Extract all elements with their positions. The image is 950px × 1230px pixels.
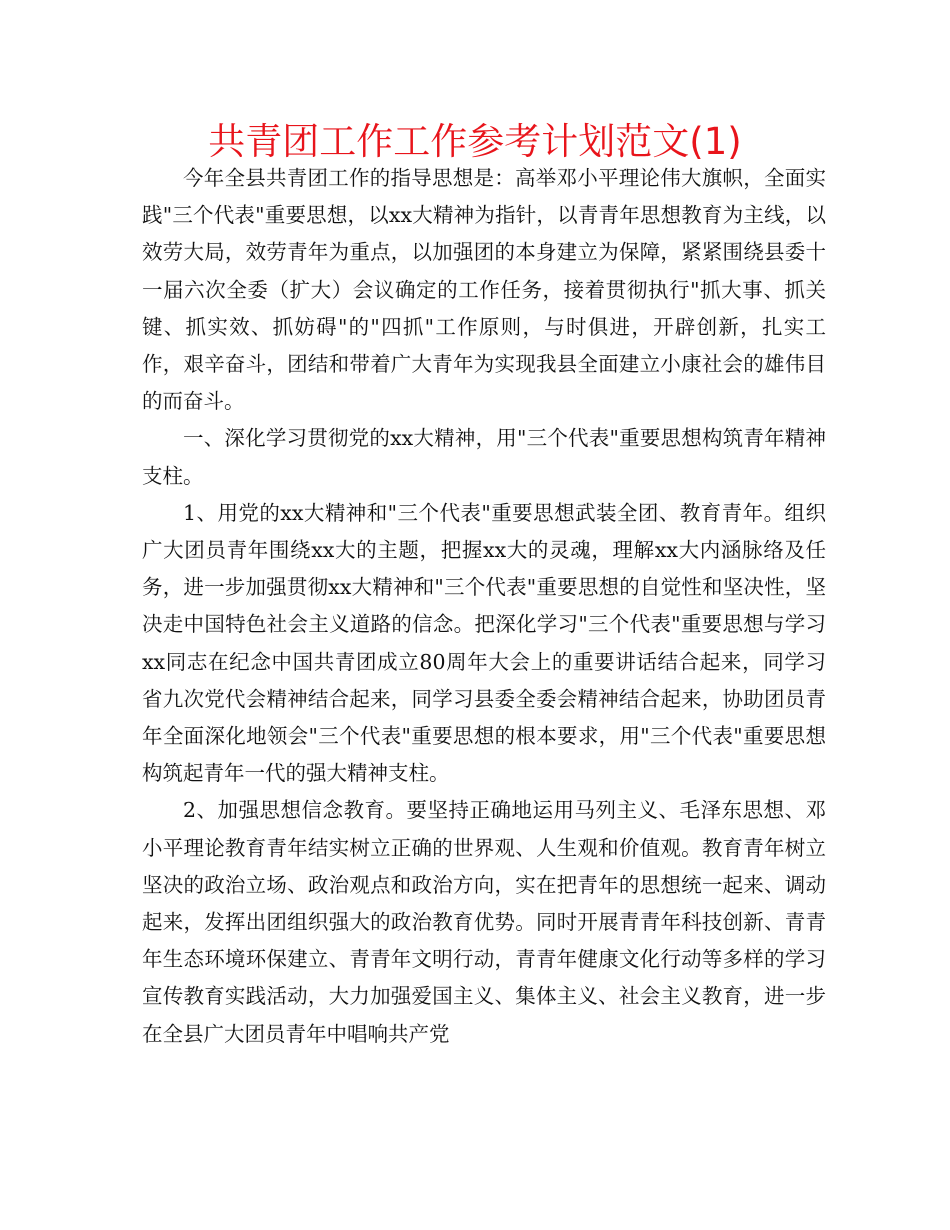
- paragraph-guiding-thought: 今年全县共青团工作的指导思想是：高举邓小平理论伟大旗帜，全面实践"三个代表"重要思想，以xx大精神为指针，以青青年思想教育为主线，以效劳大局，效劳青年为重点，以加强团的本身建立为保障，紧紧围绕县委十一届六次全委（扩大）会议确定的工作任务，接着贯彻执行"抓大事、抓关键、抓实效、抓妨碍"的"四抓"工作原则，与时俱进，开辟创新，扎实工作，艰辛奋斗，团结和带着广大青年为实现我县全面建立小康社会的雄伟目的而奋斗。: [142, 166, 826, 414]
- paragraph-item-two: 2、加强思想信念教育。要坚持正确地运用马列主义、毛泽东思想、邓小平理论教育青年结实树立正确的世界观、人生观和价值观。教育青年树立坚决的政治立场、政治观点和政治方向，实在把青年的思想统一起来、调动起来，发挥出团组织强大的政治教育优势。同时开展青青年科技创新、青青年生态环境环保建立、青青年文明行动，青青年健康文化行动等多样的学习宣传教育实践活动，大力加强爱国主义、集体主义、社会主义教育，进一步在全县广大团员青年中唱响共产党: [142, 798, 826, 1046]
- paragraph-item-one: 1、用党的xx大精神和"三个代表"重要思想武装全团、教育青年。组织广大团员青年围绕xx大的主题，把握xx大的灵魂，理解xx大内涵脉络及任务，进一步加强贯彻xx大精神和"三个代表"重要思想的自觉性和坚决性，坚决走中国特色社会主义道路的信念。把深化学习"三个代表"重要思想与学习xx同志在纪念中国共青团成立80周年大会上的重要讲话结合起来，同学习省九次党代会精神结合起来，同学习县委全委会精神结合起来，协助团员青年全面深化地领会"三个代表"重要思想的根本要求，用"三个代表"重要思想构筑起青年一代的强大精神支柱。: [142, 500, 826, 786]
- document-title: 共青团工作工作参考计划范文(1): [208, 120, 742, 163]
- paragraph-section-one-heading: 一、深化学习贯彻党的xx大精神，用"三个代表"重要思想构筑青年精神支柱。: [142, 426, 826, 488]
- document-body: [142, 160, 826, 1053]
